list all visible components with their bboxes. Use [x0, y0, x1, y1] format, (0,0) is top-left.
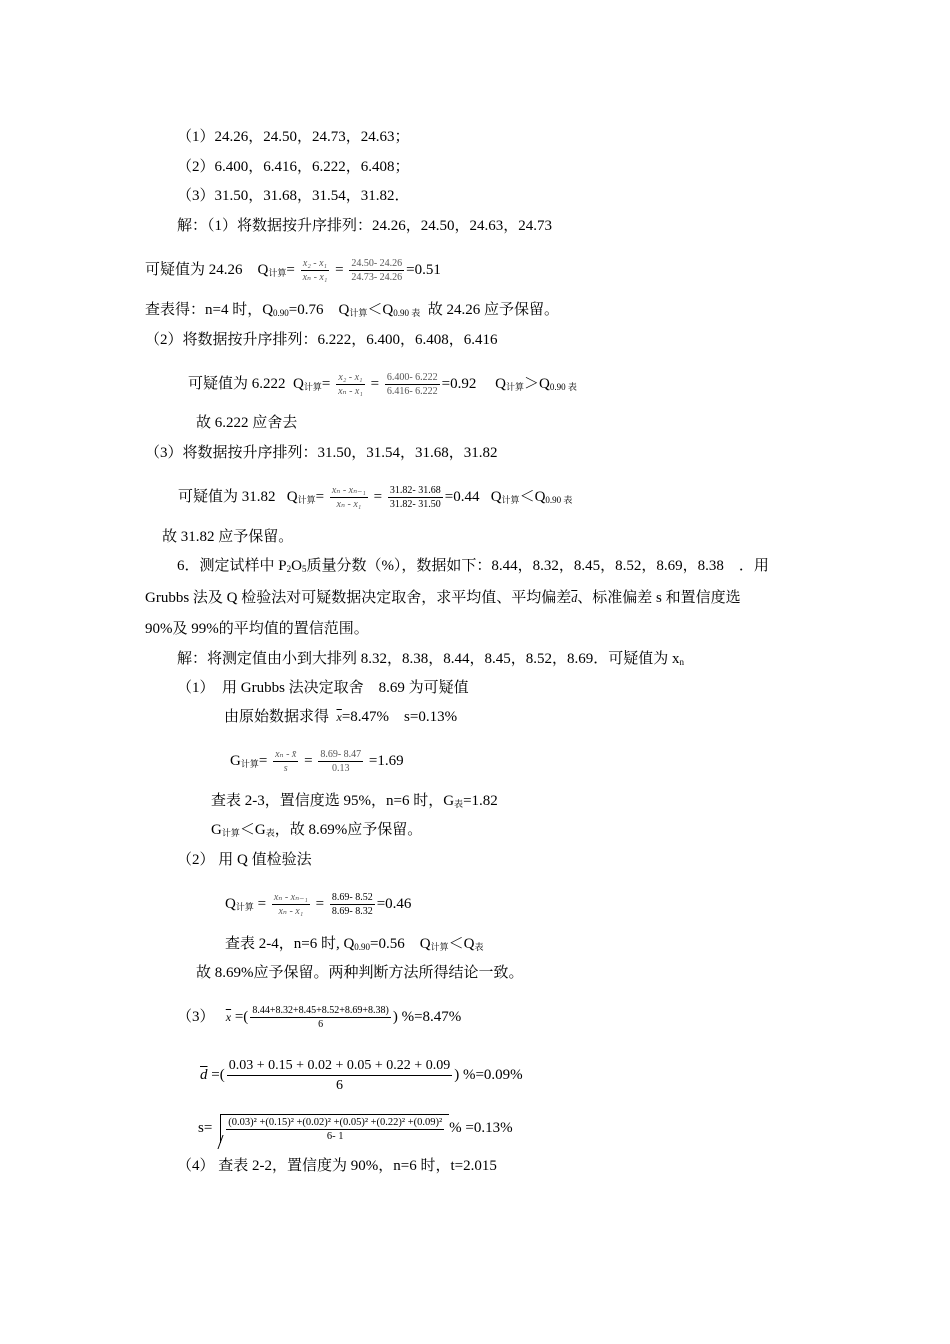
value-fraction: $\frac{8.69- 8.47}{0.13}$ [320, 749, 362, 774]
problem-6-line-1: 6．测定试样中 $P_2O_5$质量分数（%），数据如下：8.44，8.32，8.45，8.52，8.69，8.38 ．用 [177, 558, 769, 574]
grubbs-stats: 由原始数据求得 $\overline{x}=8.47\%$ s=0.13% [224, 709, 458, 725]
question-line-1 [177, 127, 410, 147]
text: （3）31.50，31.68，31.54，31.82． [177, 188, 410, 204]
value-fraction: $\frac{31.82- 31.68}{31.82- 31.50}$ [389, 485, 441, 510]
t-lookup: （4） 查表 2-2，置信度为 90%，n=6 时，t=2.015 [177, 1158, 497, 1174]
value-fraction: $\frac{6.400- 6.222}{6.416- 6.222}$ [386, 372, 438, 397]
result: =0.51 [406, 261, 441, 278]
g-calc: $G_{计算}=$ $\frac{\text{xₙ - x̄}}{s}$ = $\frac{8.69- 8.47}{0.13}$ =1.69 [230, 749, 404, 774]
q-table-lookup: 查表 2-4，n=6 时, $Q_{0.90}=0.56$ $Q_{计算}<Q_表$ [225, 936, 484, 952]
text: = [286, 261, 295, 278]
q-calc-1: 可疑值为 24.26 $Q_{计算}=$ $\frac{\text{x₂ - x₁}}{\text{xₙ - x₁}}$ = $\frac{24.50- 24.26}{24.73- 24.26}$ =0.51 [145, 258, 441, 283]
text: Q [257, 261, 269, 278]
solution-line [177, 216, 552, 236]
value-fraction: $\frac{24.50- 24.26}{24.73- 24.26}$ [351, 258, 403, 283]
q-calc-6: $Q_{计算}$ = $\frac{\text{xₙ - xₙ₋₁}}{\text{xₙ - x₁}}$ = $\frac{8.69- 8.52}{8.69- 8.32}$ =0.46 [225, 892, 412, 917]
sd-fraction: $\frac{\text{(0.03)² +(0.15)² +(0.02)² +(0.05)² +(0.22)² +(0.09)²}}{6- 1}$ [228, 1117, 443, 1142]
grubbs-heading: （1） 用 Grubbs 法决定取舍 8.69 为可疑值 [177, 680, 469, 696]
sort-line-2: （2）将数据按升序排列：6.222，6.400，6.408，6.416 [145, 332, 498, 348]
solution-6: 解：将测定值由小到大排列 8.32，8.38，8.44，8.45，8.52，8.69．可疑值为 $x_n$ [177, 651, 685, 667]
std-deviation-calc: s= $\frac{\text{(0.03)² +(0.15)² +(0.02)² +(0.05)² +(0.22)² +(0.09)²}}{6- 1}$ % =0.13% [198, 1114, 513, 1143]
avg-deviation-calc: $\overline{d}$ =( $\frac{0.03 + 0.15 + 0.02 + 0.05 + 0.22 + 0.09}{6}$ ) %=0.09% [200, 1058, 523, 1093]
problem-6-line-2: Grubbs 法及 Q 检验法对可疑数据决定取舍，求平均值、平均偏差$\overline{d}$、标准偏差 s 和置信度选 [145, 590, 741, 606]
question-line-2 [177, 157, 410, 177]
text: （1）24.26，24.50，24.73，24.63； [177, 129, 410, 145]
text: 可疑值为 24.26 [145, 261, 243, 278]
formula-fraction: $\frac{\text{xₙ - x̄}}{s}$ [275, 749, 297, 774]
table-lookup-1: 查表得：n=4 时，$Q_{0.90}=0.76$ $Q_{计算}<Q_{0.90 表}$ 故 24.26 应予保留。 [145, 302, 559, 318]
q-method-heading: （2） 用 Q 值检验法 [177, 852, 312, 868]
question-line-3 [177, 186, 410, 206]
q-calc-3: 可疑值为 31.82 $Q_{计算}=$ $\frac{\text{xₙ - xₙ₋₁}}{\text{xₙ - x₁}}$ = $\frac{31.82- 31.68}{31.82- 31.50}$ =0.44 $Q_{计算}<Q_{0.90 表}$ [178, 485, 573, 510]
q-calc-2: 可疑值为 6.222 $Q_{计算}=$ $\frac{\text{x₂ - x₁}}{\text{xₙ - x₁}}$ = $\frac{6.400- 6.222}{6.416- 6.222}$ =0.92 $Q_{计算}>Q_{0.90 表}$ [188, 372, 577, 397]
problem-6-line-3: 90%及 99%的平均值的置信范围。 [145, 621, 369, 637]
g-table-lookup: 查表 2-3，置信度选 95%，n=6 时，$G_表=1.82$ [211, 793, 498, 809]
mean-fraction: $\frac{8.44+8.32+8.45+8.52+8.69+8.38)}{6}$ [252, 1005, 389, 1030]
mean-calc: （3） $\overline{x}$ =( $\frac{8.44+8.32+8.45+8.52+8.69+8.38)}{6}$ ) %=8.47% [177, 1005, 462, 1030]
text: （2）6.400，6.416，6.222，6.408； [177, 159, 410, 175]
deviation-fraction: $\frac{0.03 + 0.15 + 0.02 + 0.05 + 0.22 + 0.09}{6}$ [228, 1058, 451, 1093]
final-conclusion: 故 8.69%应予保留。两种判断方法所得结论一致。 [196, 965, 524, 981]
conclusion-3: 故 31.82 应予保留。 [162, 529, 294, 545]
sort-line-3: （3）将数据按升序排列：31.50，31.54，31.68，31.82 [145, 445, 498, 461]
g-conclusion: $G_{计算}<G_表$，故 8.69%应予保留。 [211, 822, 423, 838]
formula-fraction: $\frac{\text{xₙ - xₙ₋₁}}{\text{xₙ - x₁}}$ [273, 892, 308, 917]
conclusion-2: 故 6.222 应舍去 [196, 415, 298, 431]
formula-fraction: $\frac{\text{x₂ - x₁}}{\text{xₙ - x₁}}$ [338, 372, 363, 397]
text: 解：（1）将数据按升序排列：24.26，24.50，24.63，24.73 [177, 218, 553, 234]
formula-fraction: $\frac{\text{x₂ - x₁}}{\text{xₙ - x₁}}$ [302, 258, 328, 283]
text: 计算 [268, 267, 287, 278]
formula-fraction: $\frac{\text{xₙ - xₙ₋₁}}{\text{xₙ - x₁}}$ [331, 485, 366, 510]
sqrt [220, 1114, 449, 1143]
value-fraction: $\frac{8.69- 8.52}{8.69- 8.32}$ [331, 892, 373, 917]
